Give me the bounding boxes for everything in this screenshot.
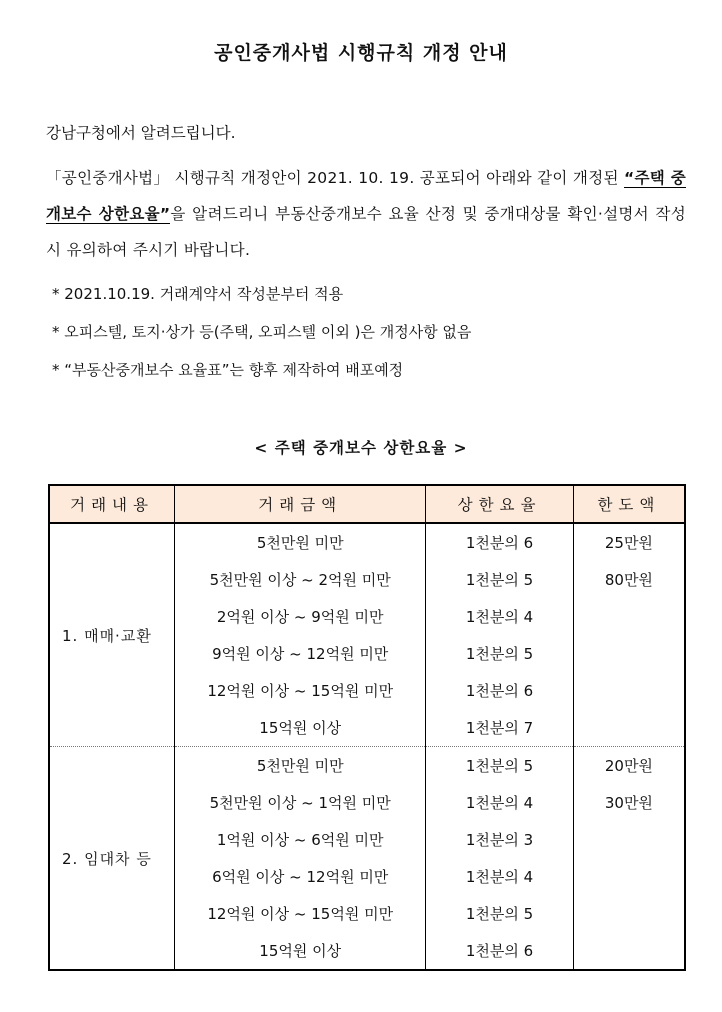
limit-cell — [573, 858, 685, 895]
amount-cell: 2억원 이상 ~ 9억원 미만 — [175, 598, 426, 635]
amount-cell: 5천만원 미만 — [175, 747, 426, 785]
table-header-row — [49, 485, 685, 523]
limit-cell — [573, 821, 685, 858]
note-item: * 오피스텔, 토지·상가 등(주택, 오피스텔 이외 )은 개정사항 없음 — [52, 323, 472, 341]
table-row — [49, 523, 685, 561]
rate-cell: 1천분의 7 — [426, 709, 574, 747]
category-cell: 1. 매매·교환 — [49, 523, 175, 747]
limit-cell: 25만원 — [573, 523, 685, 561]
limit-cell — [573, 709, 685, 747]
rate-cell: 1천분의 4 — [426, 858, 574, 895]
amount-cell: 5천만원 미만 — [175, 523, 426, 561]
intro-paragraph — [46, 160, 686, 268]
amount-cell: 12억원 이상 ~ 15억원 미만 — [175, 672, 426, 709]
amount-cell: 12억원 이상 ~ 15억원 미만 — [175, 895, 426, 932]
limit-cell: 30만원 — [573, 784, 685, 821]
note-item: * “부동산중개보수 요율표”는 향후 제작하여 배포예정 — [52, 361, 404, 379]
rate-cell: 1천분의 5 — [426, 635, 574, 672]
table-body — [49, 523, 685, 970]
limit-cell — [573, 672, 685, 709]
amount-cell: 15억원 이상 — [175, 709, 426, 747]
note-item: * 2021.10.19. 거래계약서 작성분부터 적용 — [52, 285, 344, 303]
rate-cell: 1천분의 5 — [426, 895, 574, 932]
intro-text-before: 「공인중개사법」 시행규칙 개정안이 2021. 10. 19. 공포되어 아래와 같이 개정된 — [46, 169, 624, 187]
intro-emphasis: “주택 중개보수 상한요율” — [46, 169, 686, 223]
intro-text-after: 을 알려드리니 부동산중개보수 요율 산정 및 중개대상물 확인·설명서 작성시 유의하여 주시기 바랍니다. — [46, 205, 686, 259]
limit-cell — [573, 598, 685, 635]
table-title: < 주택 중개보수 상한요율 > — [254, 439, 468, 457]
category-cell: 2. 임대차 등 — [49, 747, 175, 971]
limit-cell: 80만원 — [573, 561, 685, 598]
amount-cell: 5천만원 이상 ~ 1억원 미만 — [175, 784, 426, 821]
rate-cell: 1천분의 5 — [426, 747, 574, 785]
rate-cell: 1천분의 6 — [426, 932, 574, 970]
rate-cell: 1천분의 4 — [426, 598, 574, 635]
rate-cell: 1천분의 6 — [426, 523, 574, 561]
header-transaction-type: 거래내용 — [49, 485, 175, 523]
table-row — [49, 747, 685, 785]
rate-cell: 1천분의 6 — [426, 672, 574, 709]
amount-cell: 15억원 이상 — [175, 932, 426, 970]
rate-cell: 1천분의 3 — [426, 821, 574, 858]
amount-cell: 9억원 이상 ~ 12억원 미만 — [175, 635, 426, 672]
rate-cell: 1천분의 5 — [426, 561, 574, 598]
header-amount: 거래금액 — [175, 485, 426, 523]
limit-cell — [573, 932, 685, 970]
greeting-text: 강남구청에서 알려드립니다. — [46, 124, 236, 142]
amount-cell: 5천만원 이상 ~ 2억원 미만 — [175, 561, 426, 598]
document-title: 공인중개사법 시행규칙 개정 안내 — [214, 42, 508, 64]
header-rate: 상한요율 — [426, 485, 574, 523]
limit-cell — [573, 895, 685, 932]
notes-list — [52, 275, 471, 389]
rate-cell: 1천분의 4 — [426, 784, 574, 821]
header-limit: 한도액 — [573, 485, 685, 523]
limit-cell: 20만원 — [573, 747, 685, 785]
amount-cell: 1억원 이상 ~ 6억원 미만 — [175, 821, 426, 858]
amount-cell: 6억원 이상 ~ 12억원 미만 — [175, 858, 426, 895]
limit-cell — [573, 635, 685, 672]
rate-table — [48, 484, 686, 971]
